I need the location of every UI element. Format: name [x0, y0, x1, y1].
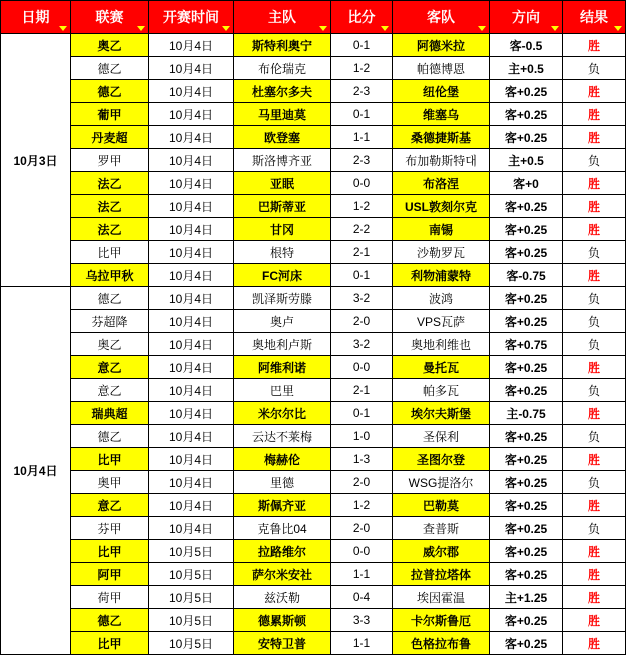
cell-home-team: 奥卢	[234, 310, 331, 333]
cell-score: 2-3	[331, 80, 393, 103]
cell-result: 负	[563, 149, 626, 172]
cell-home-team: 德累斯顿	[234, 609, 331, 632]
cell-direction: 主+1.25	[490, 586, 563, 609]
cell-direction: 客+0.25	[490, 517, 563, 540]
cell-score: 2-1	[331, 379, 393, 402]
cell-score: 0-4	[331, 586, 393, 609]
cell-score: 3-2	[331, 287, 393, 310]
cell-time: 10月4日	[149, 310, 234, 333]
cell-direction: 客+0.25	[490, 563, 563, 586]
cell-direction: 客+0.25	[490, 356, 563, 379]
cell-direction: 客+0.25	[490, 494, 563, 517]
cell-league: 德乙	[71, 80, 149, 103]
cell-away-team: 利物浦蒙特	[393, 264, 490, 287]
cell-home-team: 云达不莱梅	[234, 425, 331, 448]
cell-score: 1-1	[331, 126, 393, 149]
cell-away-team: 埃尔夫斯堡	[393, 402, 490, 425]
cell-league: 丹麦超	[71, 126, 149, 149]
table-row	[1, 379, 626, 402]
table-row	[1, 448, 626, 471]
cell-league: 法乙	[71, 172, 149, 195]
cell-direction: 客+0.25	[490, 195, 563, 218]
cell-time: 10月5日	[149, 632, 234, 655]
table-row	[1, 494, 626, 517]
table-row	[1, 172, 626, 195]
cell-time: 10月4日	[149, 195, 234, 218]
cell-score: 0-1	[331, 402, 393, 425]
cell-league: 意乙	[71, 494, 149, 517]
filter-dropdown-icon[interactable]	[381, 26, 389, 31]
cell-result: 胜	[563, 356, 626, 379]
cell-league: 法乙	[71, 218, 149, 241]
cell-time: 10月4日	[149, 471, 234, 494]
table-row	[1, 57, 626, 80]
cell-away-team: 巴勒莫	[393, 494, 490, 517]
cell-score: 1-2	[331, 494, 393, 517]
cell-time: 10月4日	[149, 34, 234, 57]
cell-result: 胜	[563, 494, 626, 517]
cell-league: 意乙	[71, 356, 149, 379]
cell-home-team: 克鲁比04	[234, 517, 331, 540]
cell-result: 胜	[563, 609, 626, 632]
cell-league: 比甲	[71, 632, 149, 655]
cell-time: 10月5日	[149, 586, 234, 609]
cell-home-team: 斯特利奥宁	[234, 34, 331, 57]
table-row	[1, 218, 626, 241]
cell-direction: 客+0.25	[490, 471, 563, 494]
cell-league: 芬甲	[71, 517, 149, 540]
filter-dropdown-icon[interactable]	[222, 26, 230, 31]
cell-away-team: WSG提洛尔	[393, 471, 490, 494]
cell-result: 胜	[563, 126, 626, 149]
cell-score: 1-1	[331, 632, 393, 655]
cell-direction: 客-0.75	[490, 264, 563, 287]
cell-home-team: 萨尔米安社	[234, 563, 331, 586]
cell-score: 1-1	[331, 563, 393, 586]
table-row	[1, 34, 626, 57]
cell-score: 2-0	[331, 517, 393, 540]
cell-league: 罗甲	[71, 149, 149, 172]
cell-result: 胜	[563, 448, 626, 471]
cell-league: 芬超降	[71, 310, 149, 333]
table-row	[1, 333, 626, 356]
cell-direction: 客+0.25	[490, 103, 563, 126]
cell-league: 葡甲	[71, 103, 149, 126]
cell-result: 负	[563, 287, 626, 310]
cell-result: 胜	[563, 103, 626, 126]
cell-time: 10月4日	[149, 103, 234, 126]
cell-home-team: 布伦瑞克	[234, 57, 331, 80]
cell-score: 1-2	[331, 195, 393, 218]
cell-away-team: 波鸿	[393, 287, 490, 310]
cell-time: 10月4日	[149, 494, 234, 517]
table-row	[1, 586, 626, 609]
filter-dropdown-icon[interactable]	[551, 26, 559, 31]
cell-score: 0-0	[331, 172, 393, 195]
cell-direction: 主-0.75	[490, 402, 563, 425]
cell-home-team: 梅赫伦	[234, 448, 331, 471]
cell-away-team: 南锡	[393, 218, 490, 241]
cell-time: 10月5日	[149, 609, 234, 632]
header-label: 开赛时间	[163, 9, 219, 25]
cell-score: 1-2	[331, 57, 393, 80]
cell-home-team: 亚眠	[234, 172, 331, 195]
cell-result: 负	[563, 425, 626, 448]
header-col-date[interactable]	[1, 1, 71, 34]
cell-league: 比甲	[71, 448, 149, 471]
cell-time: 10月4日	[149, 80, 234, 103]
table-row	[1, 471, 626, 494]
table-row	[1, 402, 626, 425]
cell-result: 胜	[563, 80, 626, 103]
cell-score: 2-3	[331, 149, 393, 172]
header-col-result[interactable]	[563, 1, 626, 34]
cell-result: 负	[563, 310, 626, 333]
cell-away-team: 圣保利	[393, 425, 490, 448]
cell-league: 阿甲	[71, 563, 149, 586]
cell-time: 10月4日	[149, 57, 234, 80]
cell-direction: 客+0.25	[490, 425, 563, 448]
cell-home-team: 拉路维尔	[234, 540, 331, 563]
cell-direction: 客+0.25	[490, 126, 563, 149]
cell-direction: 客+0.25	[490, 540, 563, 563]
table-row	[1, 563, 626, 586]
filter-dropdown-icon[interactable]	[614, 26, 622, 31]
cell-away-team: 帕德博恩	[393, 57, 490, 80]
header-col-direction[interactable]	[490, 1, 563, 34]
cell-away-team: 布洛涅	[393, 172, 490, 195]
cell-result: 胜	[563, 218, 626, 241]
header-col-time[interactable]	[149, 1, 234, 34]
cell-result: 负	[563, 333, 626, 356]
cell-time: 10月4日	[149, 149, 234, 172]
cell-direction: 客+0.25	[490, 609, 563, 632]
cell-direction: 客+0.25	[490, 310, 563, 333]
cell-score: 0-0	[331, 540, 393, 563]
cell-direction: 客+0	[490, 172, 563, 195]
table-row	[1, 540, 626, 563]
cell-time: 10月4日	[149, 264, 234, 287]
cell-league: 德乙	[71, 425, 149, 448]
cell-away-team: 卡尔斯鲁厄	[393, 609, 490, 632]
cell-league: 瑞典超	[71, 402, 149, 425]
cell-away-team: 埃因霍温	[393, 586, 490, 609]
cell-league: 奥乙	[71, 34, 149, 57]
date-group-cell: 10月3日	[1, 34, 71, 287]
header-label: 日期	[21, 9, 50, 25]
cell-score: 2-2	[331, 218, 393, 241]
cell-score: 0-1	[331, 103, 393, 126]
table-row	[1, 149, 626, 172]
cell-direction: 主+0.5	[490, 149, 563, 172]
cell-result: 胜	[563, 563, 626, 586]
header-col-score[interactable]	[331, 1, 393, 34]
table-row	[1, 356, 626, 379]
cell-league: 比甲	[71, 540, 149, 563]
cell-score: 0-1	[331, 264, 393, 287]
header-col-home[interactable]	[234, 1, 331, 34]
cell-away-team: 维塞乌	[393, 103, 490, 126]
cell-result: 负	[563, 471, 626, 494]
cell-time: 10月5日	[149, 540, 234, 563]
cell-result: 负	[563, 241, 626, 264]
cell-time: 10月4日	[149, 333, 234, 356]
cell-home-team: 甘冈	[234, 218, 331, 241]
table-row	[1, 241, 626, 264]
cell-result: 胜	[563, 172, 626, 195]
cell-result: 胜	[563, 586, 626, 609]
cell-league: 意乙	[71, 379, 149, 402]
cell-away-team: 色格拉布鲁	[393, 632, 490, 655]
cell-home-team: 里德	[234, 471, 331, 494]
table-row	[1, 195, 626, 218]
cell-result: 胜	[563, 402, 626, 425]
cell-time: 10月4日	[149, 425, 234, 448]
cell-time: 10月4日	[149, 218, 234, 241]
cell-league: 荷甲	[71, 586, 149, 609]
cell-direction: 客+0.25	[490, 448, 563, 471]
cell-result: 负	[563, 57, 626, 80]
table-row	[1, 609, 626, 632]
cell-league: 乌拉甲秋	[71, 264, 149, 287]
filter-dropdown-icon[interactable]	[59, 26, 67, 31]
date-group-cell: 10月4日	[1, 287, 71, 655]
table-row	[1, 80, 626, 103]
cell-result: 负	[563, 517, 626, 540]
cell-away-team: 纽伦堡	[393, 80, 490, 103]
cell-time: 10月4日	[149, 126, 234, 149]
table-row	[1, 310, 626, 333]
cell-direction: 客+0.25	[490, 287, 563, 310]
table-row	[1, 103, 626, 126]
cell-league: 比甲	[71, 241, 149, 264]
cell-time: 10月4日	[149, 172, 234, 195]
cell-direction: 客-0.5	[490, 34, 563, 57]
filter-dropdown-icon[interactable]	[319, 26, 327, 31]
cell-away-team: 威尔郡	[393, 540, 490, 563]
table-row	[1, 264, 626, 287]
cell-score: 1-0	[331, 425, 393, 448]
table-row	[1, 517, 626, 540]
cell-result: 胜	[563, 540, 626, 563]
cell-home-team: 马里迪莫	[234, 103, 331, 126]
cell-direction: 客+0.25	[490, 379, 563, 402]
cell-home-team: 米尔尔比	[234, 402, 331, 425]
cell-away-team: 帕多瓦	[393, 379, 490, 402]
cell-home-team: 兹沃勒	[234, 586, 331, 609]
cell-direction: 客+0.25	[490, 632, 563, 655]
cell-away-team: 拉普拉塔体	[393, 563, 490, 586]
header-col-away[interactable]	[393, 1, 490, 34]
cell-score: 0-0	[331, 356, 393, 379]
cell-direction: 客+0.25	[490, 241, 563, 264]
cell-direction: 主+0.5	[490, 57, 563, 80]
filter-dropdown-icon[interactable]	[478, 26, 486, 31]
cell-away-team: 布加勒斯特대	[393, 149, 490, 172]
cell-home-team: 斯洛博齐亚	[234, 149, 331, 172]
cell-home-team: 杜塞尔多夫	[234, 80, 331, 103]
cell-result: 胜	[563, 195, 626, 218]
cell-score: 2-0	[331, 471, 393, 494]
cell-score: 1-3	[331, 448, 393, 471]
table-row	[1, 287, 626, 310]
header-label: 方向	[512, 9, 540, 25]
cell-away-team: 桑德捷斯基	[393, 126, 490, 149]
cell-home-team: 巴里	[234, 379, 331, 402]
cell-time: 10月4日	[149, 356, 234, 379]
header-label: 比分	[347, 9, 376, 25]
cell-result: 胜	[563, 34, 626, 57]
cell-home-team: 凯泽斯劳滕	[234, 287, 331, 310]
cell-home-team: 欧登塞	[234, 126, 331, 149]
cell-home-team: 奥地利卢斯	[234, 333, 331, 356]
cell-score: 3-3	[331, 609, 393, 632]
table-header-row	[1, 1, 626, 34]
cell-result: 胜	[563, 632, 626, 655]
cell-league: 奥乙	[71, 333, 149, 356]
cell-result: 负	[563, 379, 626, 402]
cell-league: 德乙	[71, 57, 149, 80]
table-row	[1, 126, 626, 149]
header-label: 联赛	[95, 9, 124, 25]
filter-dropdown-icon[interactable]	[137, 26, 145, 31]
cell-away-team: 阿德米拉	[393, 34, 490, 57]
cell-time: 10月5日	[149, 563, 234, 586]
cell-league: 奥甲	[71, 471, 149, 494]
table-row	[1, 632, 626, 655]
cell-away-team: 圣图尔登	[393, 448, 490, 471]
cell-home-team: 安特卫普	[234, 632, 331, 655]
cell-time: 10月4日	[149, 448, 234, 471]
cell-league: 法乙	[71, 195, 149, 218]
cell-away-team: 沙勒罗瓦	[393, 241, 490, 264]
cell-away-team: 曼托瓦	[393, 356, 490, 379]
cell-home-team: 巴斯蒂亚	[234, 195, 331, 218]
cell-direction: 客+0.25	[490, 80, 563, 103]
cell-score: 0-1	[331, 34, 393, 57]
table-row	[1, 425, 626, 448]
cell-score: 2-0	[331, 310, 393, 333]
header-label: 客队	[427, 9, 455, 25]
cell-home-team: 根特	[234, 241, 331, 264]
cell-league: 德乙	[71, 287, 149, 310]
cell-time: 10月4日	[149, 517, 234, 540]
cell-score: 2-1	[331, 241, 393, 264]
cell-time: 10月4日	[149, 379, 234, 402]
cell-result: 胜	[563, 264, 626, 287]
cell-time: 10月4日	[149, 402, 234, 425]
header-label: 主队	[268, 9, 296, 25]
header-label: 结果	[580, 9, 608, 25]
cell-direction: 客+0.25	[490, 218, 563, 241]
cell-league: 德乙	[71, 609, 149, 632]
cell-away-team: VPS瓦萨	[393, 310, 490, 333]
cell-home-team: FC河床	[234, 264, 331, 287]
cell-score: 3-2	[331, 333, 393, 356]
cell-away-team: 查普斯	[393, 517, 490, 540]
cell-away-team: USL敦刻尔克	[393, 195, 490, 218]
cell-home-team: 斯佩齐亚	[234, 494, 331, 517]
cell-away-team: 奥地利维也	[393, 333, 490, 356]
cell-direction: 客+0.75	[490, 333, 563, 356]
cell-time: 10月4日	[149, 287, 234, 310]
cell-time: 10月4日	[149, 241, 234, 264]
cell-home-team: 阿维利诺	[234, 356, 331, 379]
header-col-league[interactable]	[71, 1, 149, 34]
